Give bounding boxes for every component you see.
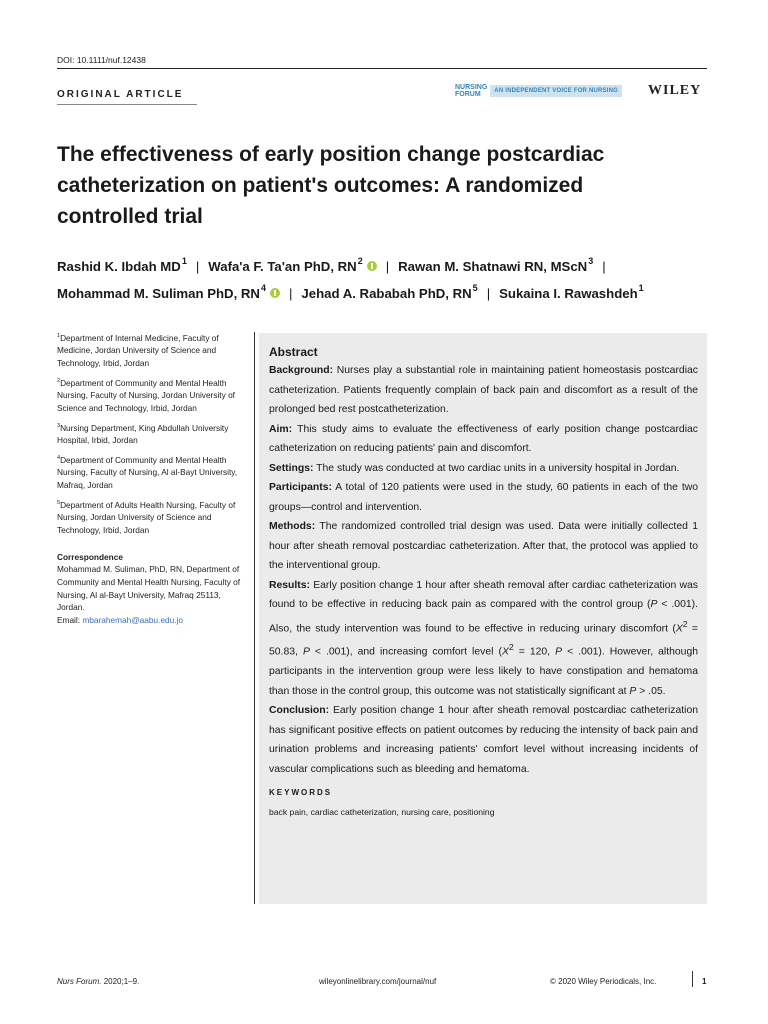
affiliation-item: [57, 497, 249, 537]
affiliation-num: 4: [57, 454, 61, 461]
text-background: Nurses play a substantial role in maintaining patient homeostasis postcardiac catheterization. Patients frequently complain of back pain and discomfort as a result of the prolonged bed rest postcatheterization.: [269, 365, 698, 415]
author-list: [57, 253, 717, 307]
affiliation-num: 2: [57, 377, 61, 384]
journal-logo-line1: NURSING: [455, 84, 488, 91]
affiliation-num: 1: [57, 333, 61, 339]
author-affil-sup: 3: [588, 256, 594, 266]
affiliation-text: Department of Internal Medicine, Faculty of Medicine, Jordan University of Science and Technology, Irbid, Jordan: [57, 332, 219, 369]
correspondence-heading: Correspondence: [57, 551, 123, 562]
stat-p: P: [629, 685, 637, 697]
keywords-heading: KEYWORDS: [269, 788, 333, 798]
author-separator: |: [195, 259, 200, 274]
author-separator: |: [602, 259, 606, 274]
author-affil-sup: 1: [638, 283, 644, 293]
affiliation-num: 3: [57, 422, 61, 429]
label-aim: Aim:: [269, 423, 293, 435]
author-name[interactable]: Jehad A. Rababah PhD, RN: [301, 286, 472, 301]
text-conclusion: Early position change 1 hour after sheath removal postcardiac catheterization has significant positive effects on patient outcomes by reducing the intensity of back pain and urination problems and increasing patients' comfort level without increasing incidents of vascular complications such as bleeding and hematoma.: [269, 705, 698, 775]
results-seg: < .001). However, although participants in the intervention group were less likely to have constipation and hematoma than those in the control group, this outcome was not statistically significant at: [269, 646, 699, 697]
abstract-conclusion: [269, 701, 698, 779]
doi: DOI: 10.1111/nuf.12438: [57, 55, 146, 65]
page-number: 1: [702, 977, 707, 986]
affiliation-text: Department of Community and Mental Health Nursing, Faculty of Nursing, Al al-Bayt University, Mafraq, Jordan: [57, 454, 238, 491]
header-rule: [57, 68, 707, 69]
stat-x: X: [501, 646, 509, 658]
email-link[interactable]: mbarahemah@aabu.edu.jo: [82, 615, 184, 626]
abstract-heading: Abstract: [269, 345, 318, 359]
author-name[interactable]: Wafa'a F. Ta'an PhD, RN: [208, 259, 357, 274]
author-row-2: [57, 280, 717, 307]
abstract-box: [259, 333, 707, 904]
author-separator: |: [385, 259, 390, 274]
stat-p: P: [302, 646, 310, 658]
affiliation-item: [57, 375, 249, 415]
affiliation-item: [57, 330, 249, 370]
stat-p: P: [555, 646, 563, 658]
abstract-results: [269, 576, 698, 702]
author-name[interactable]: Mohammad M. Suliman PhD, RN: [57, 286, 260, 301]
stat-sup: 2: [682, 618, 688, 629]
section-label: ORIGINAL ARTICLE: [57, 89, 184, 100]
label-participants: Participants:: [269, 482, 332, 493]
journal-logo-line2: FORUM: [455, 91, 481, 98]
footer-copyright: © 2020 Wiley Periodicals, Inc.: [550, 977, 657, 986]
results-seg: = 120,: [513, 646, 556, 658]
author-name[interactable]: Sukaina I. Rawashdeh: [499, 286, 638, 301]
author-affil-sup: 2: [357, 256, 363, 266]
footer-citation-text: 2020;1–9.: [103, 977, 140, 986]
affiliations: [57, 330, 249, 627]
author-affil-sup: 4: [260, 283, 266, 293]
author-separator: |: [288, 286, 293, 301]
stat-x: X: [675, 622, 683, 634]
affiliation-text: Nursing Department, King Abdullah University Hospital, Irbid, Jordan: [57, 422, 229, 446]
results-seg: < .001), and increasing comfort level (: [309, 646, 502, 658]
results-seg: = 50.83,: [269, 622, 698, 658]
keywords-list: back pain, cardiac catheterization, nursing care, positioning: [269, 806, 495, 817]
journal-logo[interactable]: [455, 83, 622, 99]
orcid-icon[interactable]: [367, 261, 377, 271]
orcid-icon[interactable]: [270, 288, 280, 298]
stat-sup: 2: [508, 642, 514, 653]
text-participants: A total of 120 patients were used in the study, 60 patients in each of the two groups—control and intervention.: [269, 482, 698, 513]
author-affil-sup: 5: [472, 283, 478, 293]
text-aim: This study aims to evaluate the effectiveness of early position change postcardiac catheterization on reducing patients' pain and discomfort.: [269, 423, 698, 454]
footer-url[interactable]: wileyonlinelibrary.com/journal/nuf: [319, 977, 437, 986]
author-affil-sup: 1: [181, 256, 187, 266]
correspondence-email: [57, 614, 249, 627]
stat-p: P: [650, 599, 658, 610]
author-name[interactable]: Rawan M. Shatnawi RN, MScN: [398, 259, 588, 274]
label-conclusion: Conclusion:: [269, 705, 330, 717]
affiliation-text: Department of Community and Mental Health Nursing, Faculty of Nursing, Jordan University of Science and Technology, Irbid, Jordan: [57, 377, 235, 414]
author-row-1: [57, 253, 717, 280]
affiliation-text: Department of Adults Health Nursing, Faculty of Nursing, Jordan University of Science and Technology, Irbid, Jordan: [57, 499, 236, 535]
label-methods: Methods:: [269, 521, 316, 532]
affiliation-item: [57, 420, 249, 447]
footer-citation: [57, 977, 139, 986]
affiliation-item: [57, 452, 249, 492]
label-results: Results:: [269, 579, 310, 591]
publisher-logo[interactable]: WILEY: [648, 83, 702, 98]
text-settings: The study was conducted at two cardiac units in a university hospital in Jordan.: [316, 462, 680, 474]
footer-divider: [692, 971, 693, 987]
correspondence-text: Mohammad M. Suliman, PhD, RN, Department of Community and Mental Health Nursing, Faculty of Nursing, Al al-Bayt University, Mafraq 25113, Jordan.: [57, 564, 241, 613]
author-separator: |: [486, 286, 491, 301]
results-seg: Early position change 1 hour after sheath removal after cardiac catheterization was found to be effective in reducing back pain as compared with the control group (: [269, 579, 698, 610]
column-divider: [254, 332, 255, 904]
email-label: Email:: [57, 615, 81, 626]
journal-tagline: AN INDEPENDENT VOICE FOR NURSING: [490, 85, 622, 97]
author-name[interactable]: Rashid K. Ibdah MD: [57, 259, 181, 274]
journal-logo-wordmark: [455, 84, 487, 98]
article-title: The effectiveness of early position change postcardiac catheterization on patient's outcomes: A randomized controlled trial: [57, 143, 605, 228]
label-background: Background:: [269, 365, 334, 376]
footer-journal: Nurs Forum.: [57, 977, 102, 986]
abstract-participants: [269, 478, 698, 517]
results-seg: > .05.: [636, 685, 666, 697]
label-settings: Settings:: [269, 462, 314, 474]
results-seg: < .001). Also, the study intervention was found to be effective in reducing urinary discomfort (: [269, 599, 698, 634]
abstract-settings: [269, 459, 698, 479]
section-underline: [57, 104, 197, 105]
text-methods: The randomized controlled trial design was used. Data were initially collected 1 hour after sheath removal postcardiac catheterization. After that, the protocol was applied to the interventional group.: [269, 521, 698, 571]
abstract-background: [269, 361, 698, 420]
abstract-methods: [269, 517, 698, 576]
affiliation-num: 5: [57, 499, 61, 506]
abstract-aim: [269, 420, 698, 459]
